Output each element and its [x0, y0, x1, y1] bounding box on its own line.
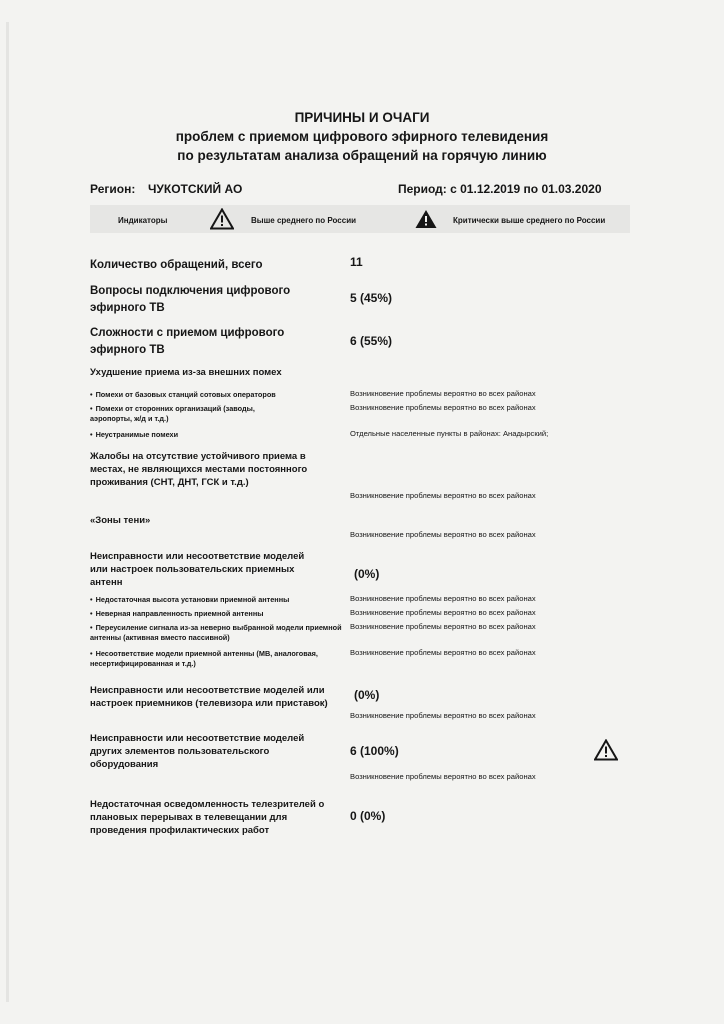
external-heading: Ухудшение приема из-за внешних помех: [90, 367, 282, 378]
legend-critical: Критически выше среднего по России: [453, 216, 606, 225]
title-line-1: ПРИЧИНЫ И ОЧАГИ: [294, 110, 430, 125]
other-label: Неисправности или несоответствие моделей других элементов пользовательского оборудования: [90, 733, 305, 770]
antenna-note-1: Возникновение проблемы вероятно во всех районах: [350, 594, 536, 603]
region-value: ЧУКОТСКИЙ АО: [148, 182, 243, 196]
awareness-label: Недостаточная осведомленность телезрителей о плановых перерывах в телевещании для проведения профилактических работ: [90, 799, 325, 836]
total-value: 11: [350, 255, 363, 269]
title-line-2: проблем с приемом цифрового эфирного телевидения: [175, 129, 549, 144]
reception-value: 6 (55%): [350, 334, 393, 348]
antenna-label: Неисправности или несоответствие моделей или настроек пользовательских приемных антенн: [90, 551, 305, 588]
antenna-note-3: Возникновение проблемы вероятно во всех районах: [350, 622, 536, 631]
external-item-1: • Помехи от базовых станций сотовых операторов: [90, 390, 345, 400]
reception-label: Сложности с приемом цифрового эфирного ТВ: [90, 327, 285, 356]
warning-outline-icon: [594, 739, 618, 761]
external-note-1: Возникновение проблемы вероятно во всех районах: [350, 389, 536, 398]
antenna-value: (0%): [354, 567, 380, 581]
title-line-3: по результатам анализа обращений на горячую линию: [177, 148, 547, 163]
external-note-2: Возникновение проблемы вероятно во всех районах: [350, 403, 536, 412]
region-label: Регион:: [90, 182, 136, 196]
shadow-note: Возникновение проблемы вероятно во всех районах: [350, 530, 536, 539]
legend-indicators: Индикаторы: [118, 216, 168, 225]
total-label: Количество обращений, всего: [90, 259, 263, 271]
connection-label: Вопросы подключения цифрового эфирного ТВ: [90, 285, 291, 314]
external-item-2: • Помехи от сторонних организаций (заводы, аэропорты, ж/д и т.д.): [90, 404, 270, 424]
unstable-label: Жалобы на отсутствие устойчивого приема в местах, не являющихся местами постоянного проживания (СНТ, ДНТ, ГСК и т.д.): [90, 451, 308, 488]
legend-above: Выше среднего по России: [251, 216, 357, 225]
scan-edge: [6, 22, 9, 1002]
other-note: Возникновение проблемы вероятно во всех районах: [350, 772, 536, 781]
antenna-note-4: Возникновение проблемы вероятно во всех районах: [350, 648, 536, 657]
external-item-3: • Неустранимые помехи: [90, 430, 345, 440]
antenna-note-2: Возникновение проблемы вероятно во всех районах: [350, 608, 536, 617]
antenna-item-1: • Недостаточная высота установки приемной антенны: [90, 595, 345, 605]
other-value: 6 (100%): [350, 744, 399, 758]
antenna-item-4: • Несоответствие модели приемной антенны (МВ, аналоговая, несертифицированная и т.д.): [90, 649, 320, 669]
receiver-value: (0%): [354, 688, 380, 702]
antenna-item-3: • Переусиление сигнала из-за неверно выбранной модели приемной антенны (активная вместо пассивной): [90, 623, 350, 643]
unstable-note: Возникновение проблемы вероятно во всех районах: [350, 491, 536, 500]
warning-filled-icon: [415, 209, 437, 229]
antenna-item-2: • Неверная направленность приемной антенны: [90, 609, 345, 619]
warning-outline-icon: [210, 208, 234, 230]
awareness-value: 0 (0%): [350, 809, 386, 823]
external-note-3: Отдельные населенные пункты в районах: Анадырский;: [350, 429, 549, 438]
connection-value: 5 (45%): [350, 291, 393, 305]
shadow-label: «Зоны тени»: [90, 515, 151, 526]
period: Период: с 01.12.2019 по 01.03.2020: [398, 182, 602, 196]
receiver-note: Возникновение проблемы вероятно во всех районах: [350, 711, 536, 720]
receiver-label: Неисправности или несоответствие моделей или настроек приемников (телевизора или приставок): [90, 685, 328, 709]
